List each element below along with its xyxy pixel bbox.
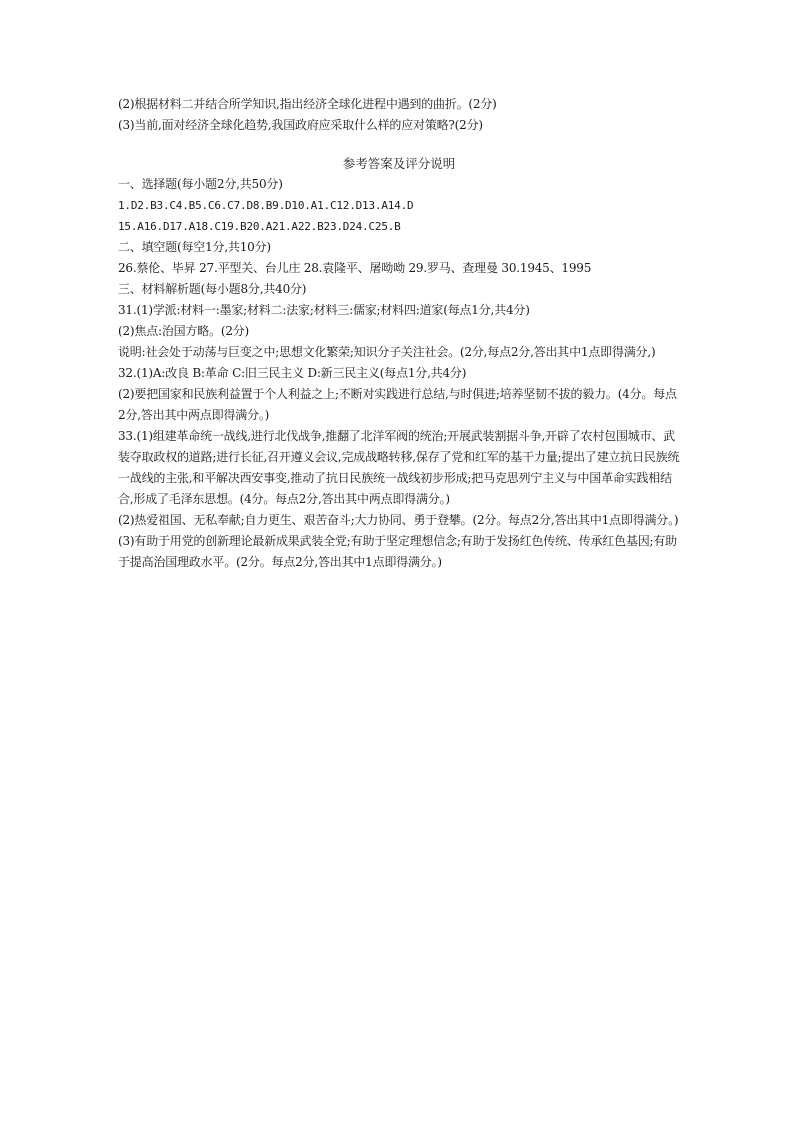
answer-33-part-1: 33.(1)组建革命统一战线,进行北伐战争,推翻了北洋军阀的统治;开展武装割据斗争,开辟了农村包围城市、武装夺取政权的道路;进行长征,召开遵义会议,完成战略转移,保存了党和红军的基干力量;提出了建立抗日民族统一战线的主张,和平解决西安事变,推动了抗日民族统一战线初步形成;把马克思列宁主义与中国革命实践相结合,形成了毛泽东思想。(4分。每点2分,答出其中两点即得满分。)	[118, 429, 680, 506]
question-3-text: (3)当前,面对经济全球化趋势,我国政府应采取什么样的应对策略?(2分)	[118, 118, 483, 132]
answer-31-part-2: (2)焦点:治国方略。(2分)	[118, 324, 250, 338]
answer-32-part-1: 32.(1)A:改良 B:革命 C:旧三民主义 D:新三民主义(每点1分,共4分)	[118, 366, 467, 380]
answer-31-note: 说明:社会处于动荡与巨变之中;思想文化繁荣;知识分子关注社会。(2分,每点2分,答出其中1点即得满分,)	[118, 345, 656, 359]
answer-31-part-1: 31.(1)学派:材料一:墨家;材料二:法家;材料三:儒家;材料四:道家(每点1分,共4分)	[118, 303, 530, 317]
answer-32-part-2: (2)要把国家和民族利益置于个人利益之上;不断对实践进行总结,与时俱进;培养坚韧不拔的毅力。(4分。每点2分,答出其中两点即得满分。)	[118, 387, 677, 422]
choice-answers-row-1: 1.D2.B3.C4.B5.C6.C7.D8.B9.D10.A1.C12.D13.A14.D	[118, 199, 414, 212]
document-page	[118, 94, 680, 573]
section-3-heading: 三、材料解析题(每小题8分,共40分)	[118, 282, 307, 296]
answer-33-part-3: (3)有助于用党的创新理论最新成果武装全党;有助于坚定理想信念;有助于发扬红色传统、传承红色基因;有助于提高治国理政水平。(2分。每点2分,答出其中1点即得满分。)	[118, 534, 677, 569]
fill-blank-answers: 26.蔡伦、毕昇 27.平型关、台儿庄 28.袁隆平、屠呦呦 29.罗马、查理曼 30.1945、1995	[118, 261, 592, 275]
answer-key-title: 参考答案及评分说明	[342, 156, 456, 171]
question-2-text: (2)根据材料二并结合所学知识,指出经济全球化进程中遇到的曲折。(2分)	[118, 97, 497, 111]
choice-answers-row-2: 15.A16.D17.A18.C19.B20.A21.A22.B23.D24.C25.B	[118, 220, 401, 233]
section-1-heading: 一、选择题(每小题2分,共50分)	[118, 177, 283, 191]
answer-33-part-2: (2)热爱祖国、无私奉献;自力更生、艰苦奋斗;大力协同、勇于登攀。(2分。每点2分,答出其中1点即得满分。)	[118, 513, 679, 527]
section-2-heading: 二、填空题(每空1分,共10分)	[118, 240, 271, 254]
